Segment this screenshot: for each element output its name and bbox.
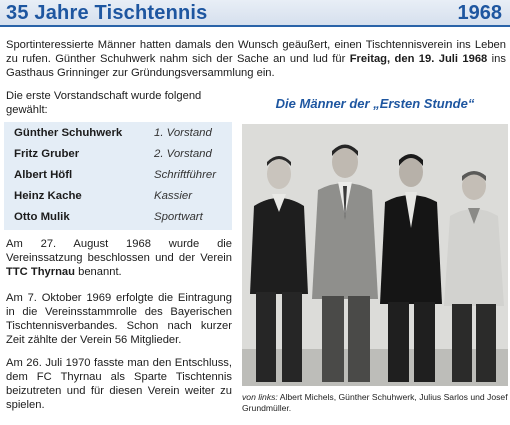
member-name: Günther Schuhwerk (14, 127, 123, 139)
member-role: 2. Vorstand (154, 148, 212, 160)
board-row (4, 187, 232, 207)
board-row (4, 145, 232, 165)
caption-prefix: von links: (242, 392, 278, 402)
intro-text-after: ins Gasthaus Grinninger zur Gründungsversammlung ein. (6, 53, 506, 79)
member-name: Heinz Kache (14, 190, 82, 202)
member-name: Albert Höfl (14, 169, 73, 181)
p1-after: benannt. (75, 266, 122, 278)
page-header (0, 0, 510, 27)
club-name: TTC Thyrnau (6, 266, 75, 278)
board-intro: Die erste Vorstandschaft wurde folgend gewählt: (6, 90, 202, 116)
paragraph-merger: Am 26. Juli 1970 fasste man den Entschluss, dem FC Thyrnau als Sparte Tischtennis beizutreten und für diesen Verein weiter zu spielen. (6, 357, 232, 411)
board-row (4, 166, 232, 186)
intro-text: Sportinteressierte Männer hatten damals den Wunsch geäußert, einen Tischtennisverein ins Leben zu rufen. Günther Schuhwerk nahm sich der Sache an und lud für (6, 39, 506, 65)
photo-caption (242, 392, 508, 414)
member-name: Otto Mulik (14, 211, 70, 223)
page-title: 35 Jahre Tischtennis (6, 2, 208, 24)
member-role: 1. Vorstand (154, 127, 212, 139)
paragraph-registration: Am 7. Oktober 1969 erfolgte die Eintragung in die Vereinsstammrolle des Bayerischen Tischtennisverbandes. Schon nach kurzer Zeit zählte der Verein 56 Mitglieder. (6, 292, 232, 346)
year-label: 1968 (457, 2, 502, 24)
intro-date: Freitag, den 19. Juli 1968 (349, 53, 488, 65)
photo-title: Die Männer der „Ersten Stunde“ (275, 96, 475, 111)
board-row (4, 208, 232, 228)
group-photo-illustration (242, 124, 508, 386)
group-photo (242, 124, 508, 386)
p1-text: Am 27. August 1968 wurde die Vereinssatzung beschlossen und der Verein (6, 238, 232, 264)
caption-text: Albert Michels, Günther Schuhwerk, Julius Sarlos und Josef Grundmüller. (242, 392, 508, 413)
board-row (4, 124, 232, 144)
member-role: Kassier (154, 190, 192, 202)
paragraph-statute (6, 237, 232, 279)
member-role: Sportwart (154, 211, 203, 223)
board-table (4, 122, 232, 230)
member-role: Schriftführer (154, 169, 217, 181)
member-name: Fritz Gruber (14, 148, 80, 160)
intro-paragraph (6, 38, 506, 80)
